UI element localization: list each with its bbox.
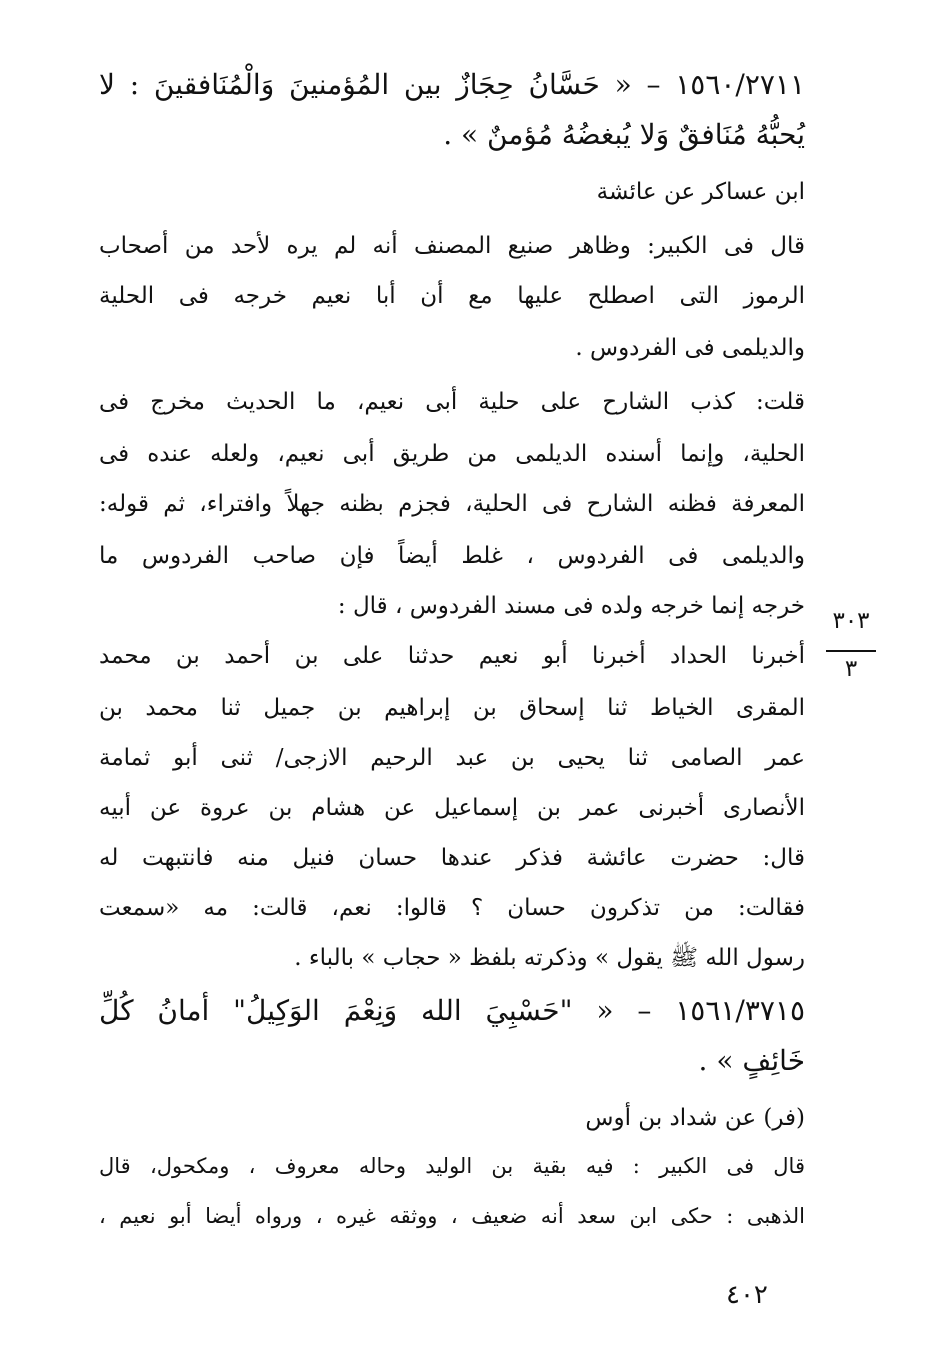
source-attribution-1560: ابن عساكر عن عائشة — [596, 179, 805, 205]
commentary-line: الذهبى : حكى ابن سعد أنه ضعيف ، ووثقه غيره ، ورواه أيضا أبو نعيم ، — [99, 1204, 805, 1228]
isnad-line: أخبرنا الحداد أخبرنا أبو نعيم حدثنا على بن أحمد بن محمد — [99, 643, 805, 669]
commentary-line: والديلمى فى الفردوس ، غلط أيضاً فإن صاحب الفردوس ما — [99, 543, 805, 569]
commentary-line: الرموز التى اصطلح عليها مع أن أبا نعيم خرجه فى الحلية — [99, 283, 805, 309]
hadith-1561-line-1: ١٥٦١/٣٧١٥ – « "حَسْبِيَ الله وَنِعْمَ الوَكِيلُ" أمانُ كُلِّ — [99, 994, 805, 1027]
commentary-line: قال فى الكبير: وظاهر صنيع المصنف أنه لم يره لأحد من أصحاب — [99, 233, 805, 259]
commentary-line: قلت: كذب الشارح على حلية أبى نعيم، ما الحديث مخرج فى — [99, 389, 805, 415]
commentary-line: خرجه إنما خرجه ولده فى مسند الفردوس ، قال : — [337, 593, 805, 619]
isnad-line: رسول الله ﷺ يقول » وذكرته بلفظ « حجاب » بالباء . — [294, 945, 805, 971]
isnad-line: الأنصارى أخبرنى عمر بن إسماعيل عن هشام بن عروة عن أبيه — [99, 795, 805, 821]
isnad-line: عمر الصامى ثنا يحيى بن عبد الرحيم الازجى/ ثنى أبو ثمامة — [99, 745, 805, 771]
hadith-1560-line-1: ١٥٦٠/٢٧١١ – « حَسَّانُ حِجَازٌ بين المُؤمنينَ وَالْمُنَافقينَ : لا — [99, 68, 805, 101]
hadith-1561-line-2: خَائِفٍ » . — [698, 1044, 805, 1077]
commentary-line: الحلية، وإنما أسنده الديلمى من طريق أبى نعيم، ولعله عنده فى — [99, 441, 805, 467]
source-attribution-1561: (فر) عن شداد بن أوس — [585, 1105, 805, 1131]
margin-reference-bottom: ٣ — [844, 656, 858, 682]
margin-divider — [826, 650, 876, 652]
isnad-line: فقالت: من تذكرون حسان ؟ قالوا: نعم، قالت: مه «سمعت — [99, 895, 805, 921]
commentary-line: والديلمى فى الفردوس . — [575, 335, 805, 361]
isnad-line: قال: حضرت عائشة فذكر عندها حسان فنيل منه فانتبهت له — [99, 845, 805, 871]
commentary-line: المعرفة فظنه الشارح فى الحلية، فجزم بظنه جهلاً وافتراء، ثم قوله: — [99, 491, 805, 517]
commentary-line: قال فى الكبير : فيه بقية بن الوليد وحاله معروف ، ومكحول، قال — [99, 1154, 805, 1178]
margin-reference-top: ٣٠٣ — [832, 608, 870, 634]
hadith-1560-line-2: يُحبُّهُ مُنَافقٌ وَلا يُبغضُهُ مُؤمنٌ » . — [443, 118, 805, 151]
page-number: ٤٠٢ — [726, 1280, 768, 1310]
isnad-line: المقرى الخياط ثنا إسحاق بن إبراهيم بن جميل ثنا محمد بن — [99, 695, 805, 721]
